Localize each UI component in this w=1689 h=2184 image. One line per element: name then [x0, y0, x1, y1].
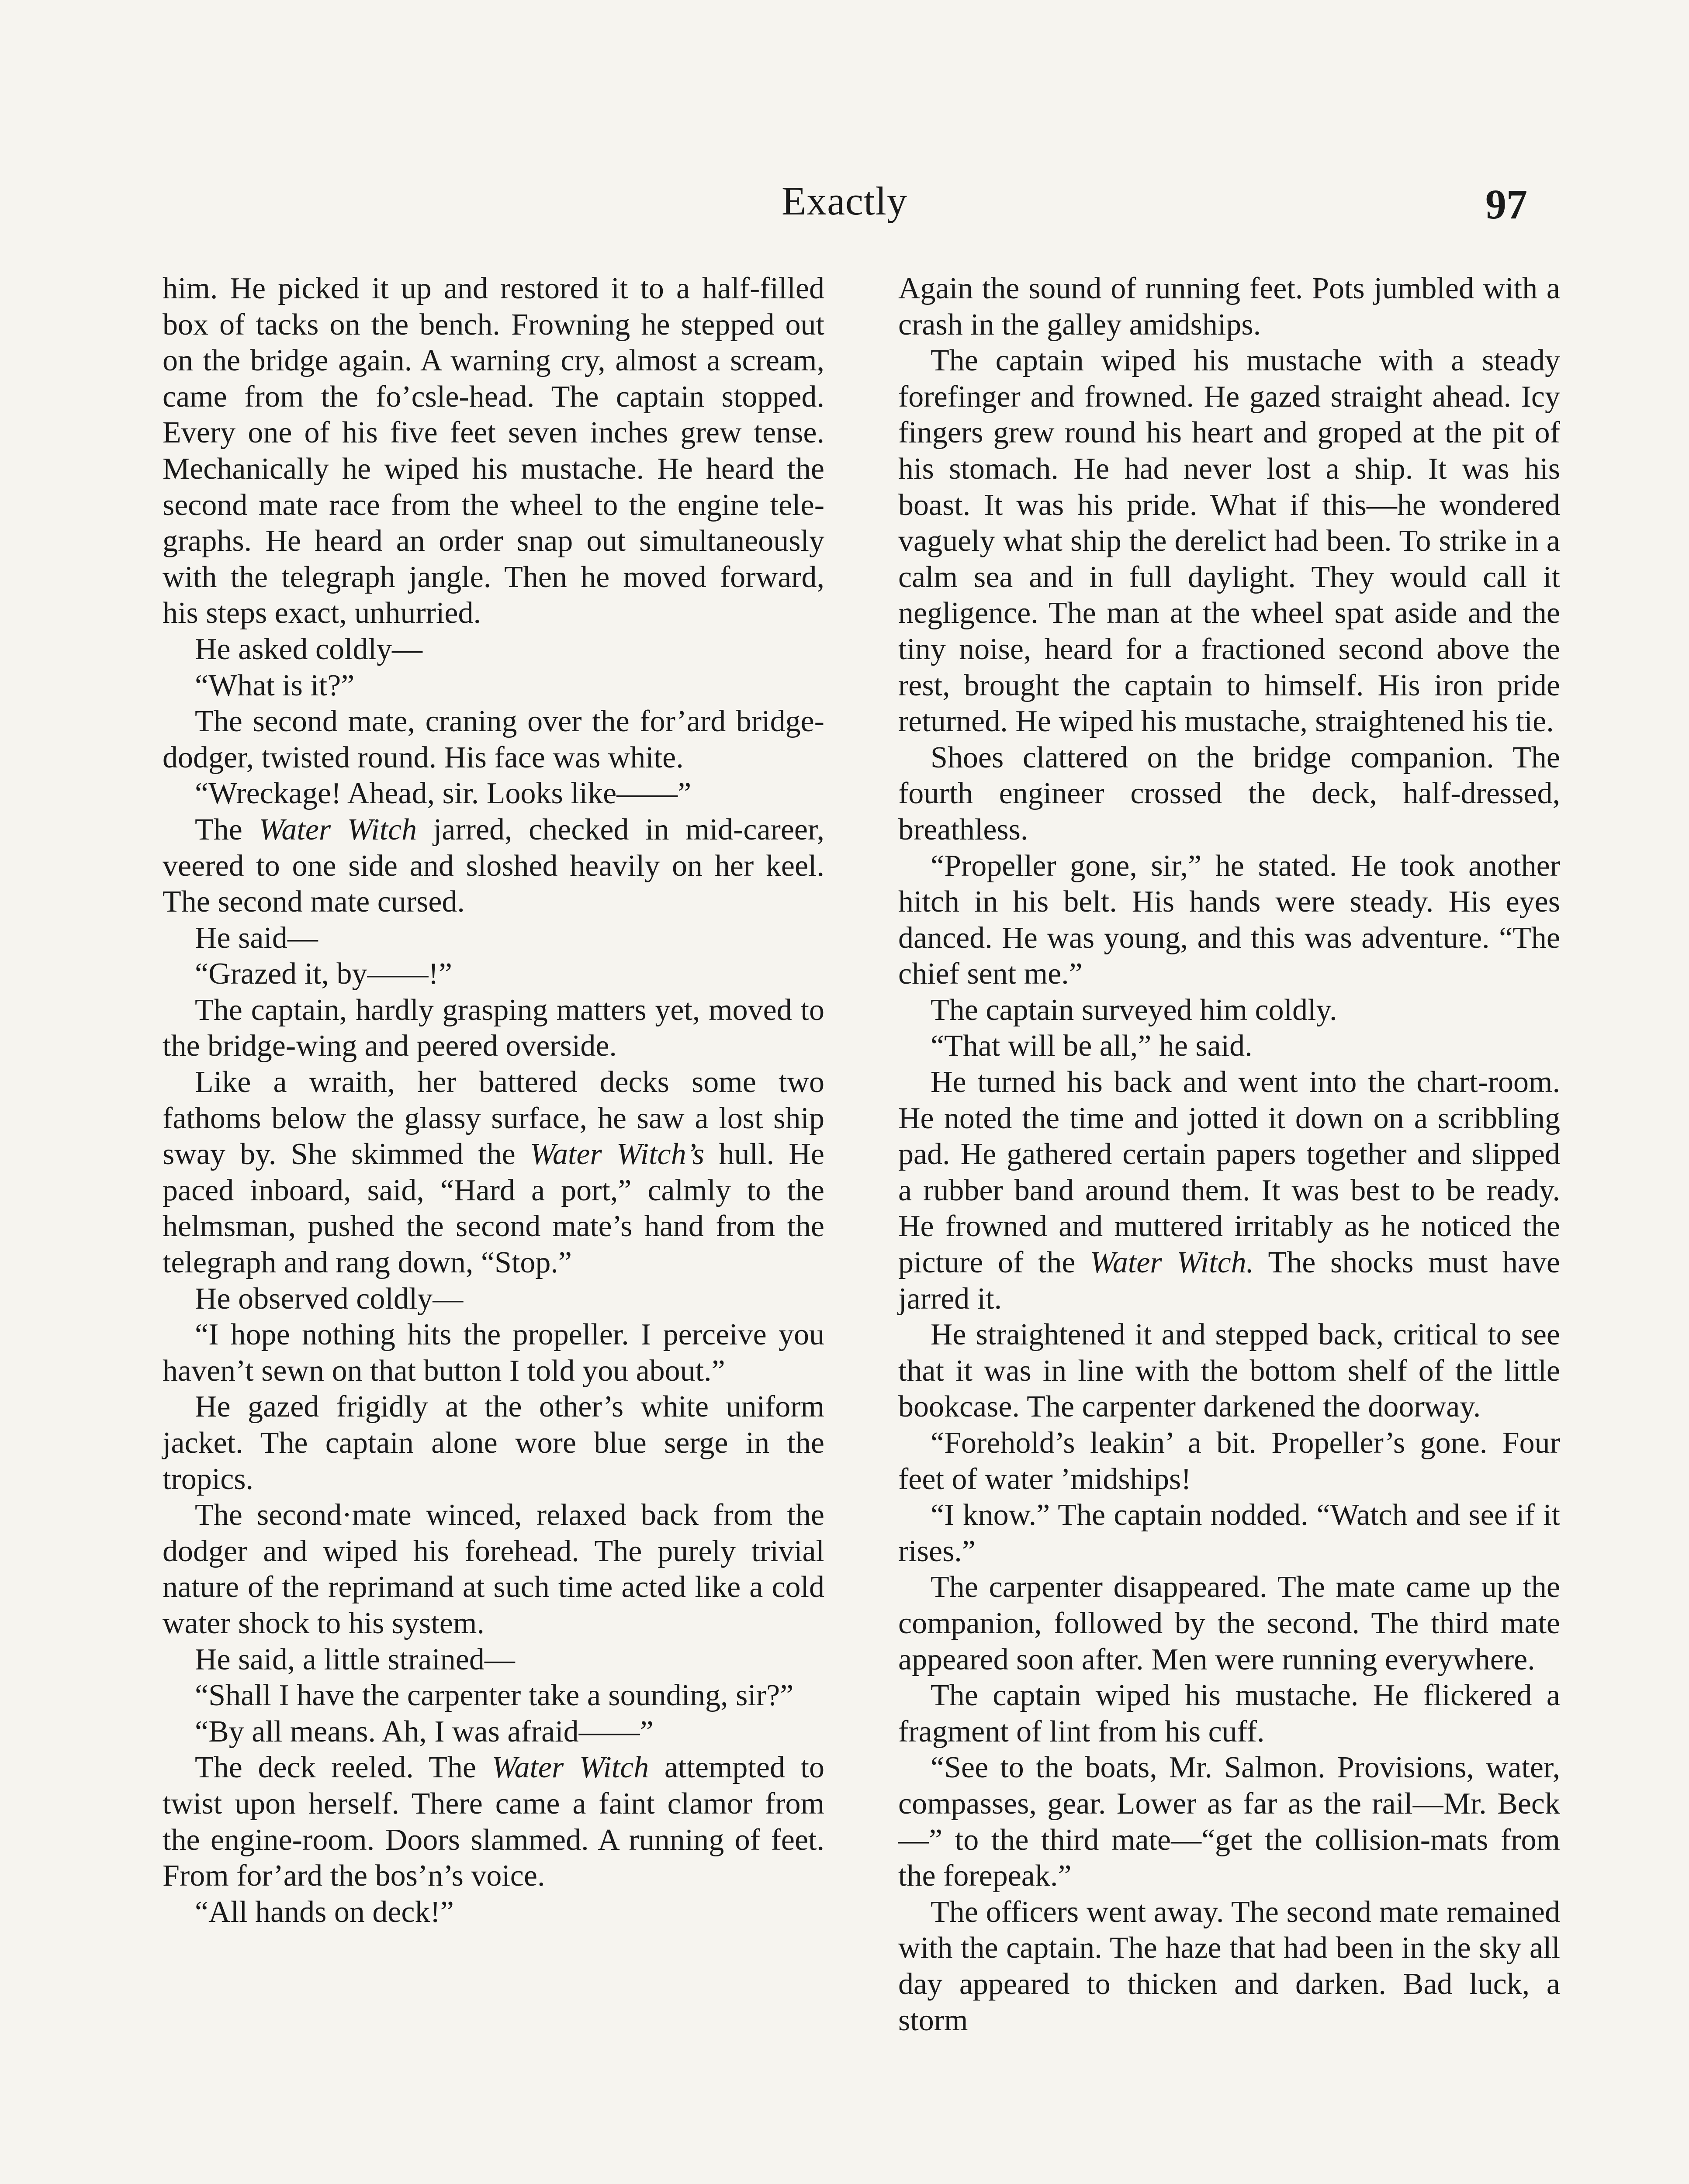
- page-header: [162, 177, 1527, 229]
- paragraph: “See to the boats, Mr. Salmon. Provisions, water, compasses, gear. Lower as far as the rail—Mr. Beck—” to the third mate—“get the collision-mats from the forepeak.”: [898, 1751, 1560, 1893]
- paragraph: him. He picked it up and restored it to a half-filled box of tacks on the bench. Frowning he stepped out on the bridge again. A warning cry, almost a scream, came from the fo’csle-head. The captain stopped. Every one of his five feet seven inches grew tense. Mechanically he wiped his mustache. He heard the second mate race from the wheel to the engine telegraphs. He heard an order snap out simultaneously with the telegraph jangle. Then he moved forward, his steps exact, unhurried.: [163, 272, 824, 630]
- paragraph: The captain wiped his mustache with a steady forefinger and frowned. He gazed straight ahead. Icy fingers grew round his heart and groped at the pit of his stomach. He had never lost a ship. It was his boast. It was his pride. What if this—he wondered vaguely what ship the derelict had been. To strike in a calm sea and in full daylight. They would call it negligence. The man at the wheel spat aside and the tiny noise, heard for a fractioned second above the rest, brought the captain to himself. His iron pride returned. He wiped his mustache, straightened his tie.: [898, 344, 1560, 739]
- paragraph: The officers went away. The second mate remained with the captain. The haze that had been in the sky all day appeared to thicken and darken. Bad luck, a storm: [898, 1895, 1560, 2037]
- paragraph: Again the sound of running feet. Pots jumbled with a crash in the galley amidships.: [898, 272, 1560, 342]
- ship-name: Water Witch.: [1090, 1246, 1254, 1280]
- paragraph: Shoes clattered on the bridge companion. The fourth engineer crossed the deck, half-dressed, breathless.: [898, 740, 1560, 847]
- paragraph: “That will be all,” he said.: [931, 1029, 1253, 1063]
- paragraph: “I know.” The captain nodded. “Watch and see if it rises.”: [898, 1498, 1560, 1568]
- left-text-column: [163, 271, 824, 1930]
- paragraph: He straightened it and stepped back, critical to see that it was in line with the bottom shelf of the little bookcase. The carpenter darkened the doorway.: [898, 1318, 1560, 1424]
- paragraph: “Propeller gone, sir,” he stated. He took another hitch in his belt. His hands were steady. His eyes danced. He was young, and this was adventure. “The chief sent me.”: [898, 849, 1560, 991]
- paragraph: “All hands on deck!”: [195, 1895, 454, 1929]
- paragraph: The second mate, craning over the for’ard bridge-dodger, twisted round. His face was white.: [163, 705, 824, 774]
- page-number: 97: [1485, 181, 1527, 228]
- paragraph: “Grazed it, by——!”: [195, 957, 452, 991]
- paragraph: He observed coldly—: [195, 1282, 464, 1316]
- paragraph: The captain surveyed him coldly.: [931, 993, 1337, 1027]
- paragraph: “Shall I have the carpenter take a sounding, sir?”: [195, 1679, 794, 1713]
- paragraph: The captain, hardly grasping matters yet, moved to the bridge-wing and peered overside.: [163, 993, 824, 1063]
- paragraph: “I hope nothing hits the propeller. I perceive you haven’t sewn on that button I told you about.”: [163, 1318, 824, 1388]
- paragraph: “By all means. Ah, I was afraid——”: [195, 1714, 654, 1749]
- paragraph: He said—: [195, 921, 318, 955]
- paragraph: The second·mate winced, relaxed back from the dodger and wiped his forehead. The purely trivial nature of the reprimand at such time acted like a cold water shock to his system.: [163, 1498, 824, 1640]
- paragraph: “Forehold’s leakin’ a bit. Propeller’s gone. Four feet of water ’midships!: [898, 1426, 1560, 1496]
- paragraph: Like a wraith, her battered decks some two fathoms below the glassy surface, he saw a lost ship sway by. She skimmed the Water Witch’s hull. He paced inboard, said, “Hard a port,” calmly to the helmsman, pushed the second mate’s hand from the telegraph and rang down, “Stop.”: [163, 1065, 824, 1280]
- ship-name: Water Witch: [491, 1751, 649, 1785]
- right-text-column: [898, 271, 1560, 2039]
- paragraph: The deck reeled. The Water Witch attempted to twist upon herself. There came a faint clamor from the engine-room. Doors slammed. A running of feet. From for’ard the bos’n’s voice.: [163, 1751, 824, 1893]
- paragraph: He asked coldly—: [195, 632, 422, 666]
- paragraph: He said, a little strained—: [195, 1642, 515, 1676]
- running-title: Exactly: [782, 179, 907, 223]
- ship-name: Water Witch’s: [530, 1137, 705, 1171]
- paragraph: “Wreckage! Ahead, sir. Looks like——”: [195, 777, 692, 811]
- ship-name: Water Witch: [259, 812, 417, 847]
- paragraph: He turned his back and went into the chart-room. He noted the time and jotted it down on a scribbling pad. He gathered certain papers together and slipped a rubber band around them. It was best to be ready. He frowned and muttered irritably as he noticed the picture of the Water Witch. The shocks must have jarred it.: [898, 1065, 1560, 1316]
- paragraph: He gazed frigidly at the other’s white uniform jacket. The captain alone wore blue serge in the tropics.: [163, 1390, 824, 1496]
- paragraph: The carpenter disappeared. The mate came up the companion, followed by the second. The third mate appeared soon after. Men were running everywhere.: [898, 1570, 1560, 1676]
- paragraph: The Water Witch jarred, checked in mid-career, veered to one side and sloshed heavily on her keel. The second mate cursed.: [163, 812, 824, 919]
- paragraph: “What is it?”: [195, 668, 355, 702]
- paragraph: The captain wiped his mustache. He flickered a fragment of lint from his cuff.: [898, 1679, 1560, 1749]
